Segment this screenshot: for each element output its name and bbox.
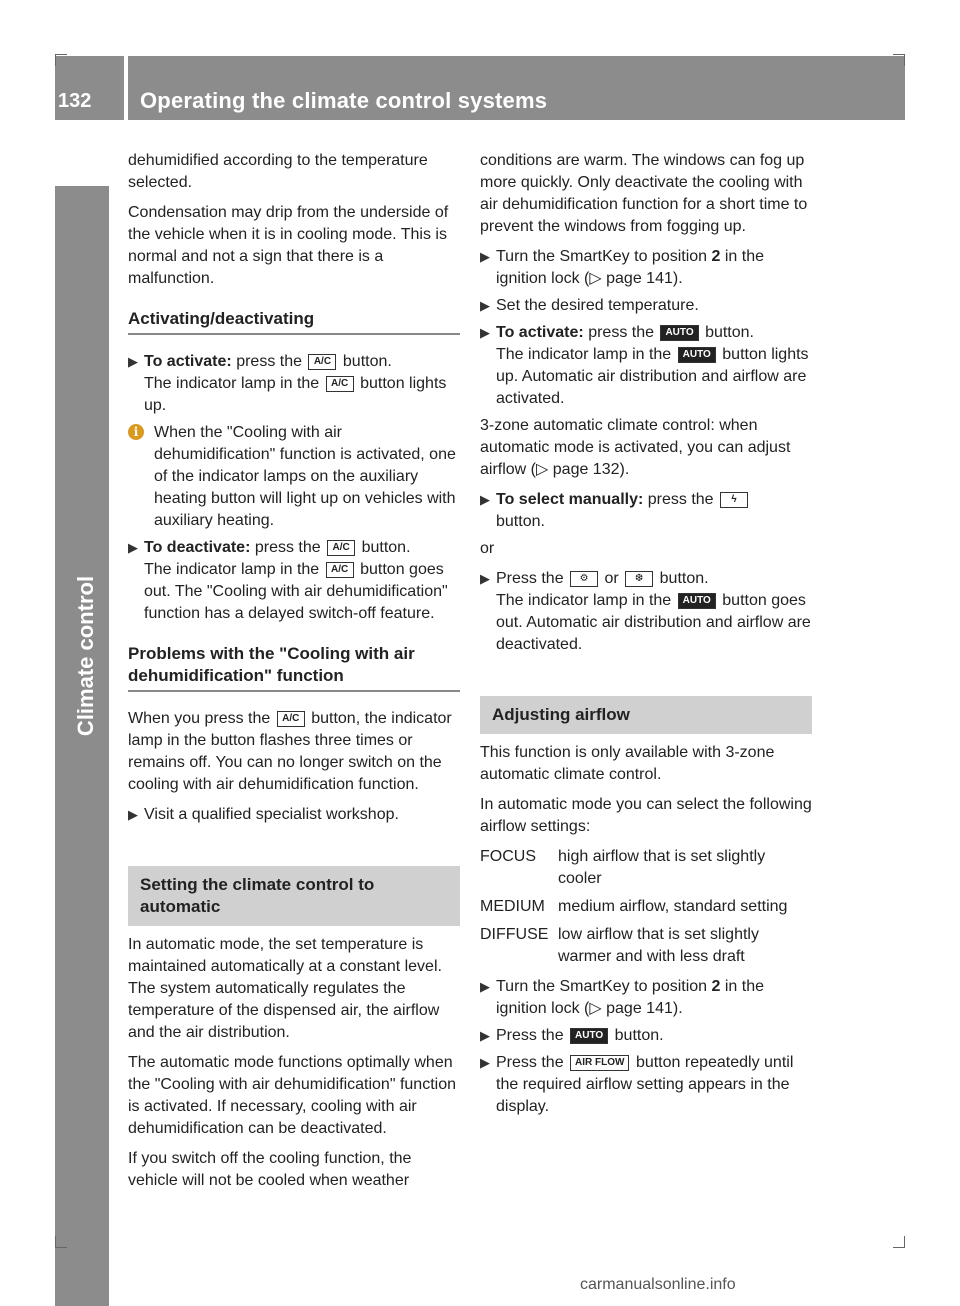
step-press-airflow-button: ▶ Press the AIR FLOW button repeatedly until the required airflow setting appears in the display. (480, 1054, 794, 1115)
ac-button-icon: A/C (277, 711, 305, 727)
airflow-increase-button-icon: ⚙ (570, 571, 598, 587)
arrow-icon: ▶ (480, 249, 490, 264)
chapter-label: Climate control (73, 575, 98, 737)
paragraph: conditions are warm. The windows can fog up more quickly. Only deactivate the cooling with air dehumidification function for a short time to prevent the windows from fogging up. (480, 152, 808, 235)
crop-mark (55, 54, 56, 66)
step-deactivate: ▶ To deactivate: press the A/C button. The indicator lamp in the A/C button goes out. The "Cooling with air dehumidification" function has a delayed switch-off feature. (128, 539, 448, 622)
arrow-icon: ▶ (480, 979, 490, 994)
paragraph: 3-zone automatic climate control: when automatic mode is activated, you can adjust airflow (▷ page 132). (480, 417, 791, 478)
page-ref-icon: ▷ (589, 270, 607, 287)
setting-description: high airflow that is set slightly cooler (558, 848, 766, 887)
page-ref-icon: ▷ (536, 461, 553, 478)
arrow-icon: ▶ (480, 298, 490, 313)
page-number: 132 (58, 90, 92, 112)
step-smartkey: ▶ Turn the SmartKey to position 2 in the ignition lock (▷ page 141). (480, 248, 765, 287)
section-heading-automatic: Setting the climate control to automatic (128, 866, 460, 926)
crop-mark (55, 54, 67, 55)
step-activate: ▶ To activate: press the A/C button. The indicator lamp in the A/C button lights up. (128, 353, 447, 414)
ac-button-icon: A/C (327, 540, 355, 556)
arrow-icon: ▶ (480, 1055, 490, 1070)
air-distribution-button-icon: ϟ (720, 492, 748, 508)
auto-button-icon: AUTO (660, 325, 698, 341)
right-column (480, 150, 812, 1123)
air-flow-button-icon: AIR FLOW (570, 1055, 629, 1071)
watermark-text: carmanualsonline.info (580, 1276, 736, 1293)
airflow-setting-row (480, 846, 812, 890)
arrow-icon: ▶ (128, 354, 138, 369)
paragraph: When you press the A/C button, the indicator lamp in the button flashes three times or remains off. You can no longer switch on the cooling with air dehumidification function. (128, 710, 452, 793)
step-press-auto: ▶ Press the AUTO button. (480, 1025, 812, 1047)
paragraph: In automatic mode you can select the following airflow settings: (480, 796, 812, 835)
step-manual: ▶ To select manually: press the ϟ button. (480, 489, 812, 533)
crop-mark (904, 54, 905, 66)
arrow-icon: ▶ (480, 571, 490, 586)
arrow-icon: ▶ (128, 807, 138, 822)
step-visit: ▶ Visit a qualified specialist workshop. (128, 804, 460, 826)
ac-button-icon: A/C (308, 354, 336, 370)
step-temperature: ▶ Set the desired temperature. (480, 295, 812, 317)
setting-term: DIFFUSE (480, 926, 549, 943)
setting-description: medium airflow, standard setting (558, 898, 788, 915)
airflow-setting-row (480, 896, 812, 918)
arrow-icon: ▶ (480, 325, 490, 340)
paragraph: In automatic mode, the set temperature is maintained automatically at a constant level. The system automatically regulates the temperature of the dispensed air, the airflow and the air distribution. (128, 936, 442, 1041)
page-title: Operating the climate control systems (140, 88, 548, 113)
crop-mark (893, 1247, 905, 1248)
paragraph: If you switch off the cooling function, the vehicle will not be cooled when weather (128, 1150, 412, 1189)
section-heading-airflow: Adjusting airflow (480, 696, 812, 734)
step-smartkey-2: ▶ Turn the SmartKey to position 2 in the ignition lock (▷ page 141). (480, 978, 765, 1017)
step-press-airflow: ▶ Press the ⚙ or ❆ button. The indicator lamp in the AUTO button goes out. Automatic air distribution and airflow are deactivated. (480, 570, 811, 653)
step-activate-auto: ▶ To activate: press the AUTO button. The indicator lamp in the AUTO button lights up. Automatic air distribution and airflow are activated. (480, 324, 809, 407)
ac-button-icon: A/C (326, 376, 354, 392)
paragraph: Condensation may drip from the underside of the vehicle when it is in cooling mode. This is normal and not a sign that there is a malfunction. (128, 204, 449, 287)
auto-button-icon: AUTO (678, 593, 716, 609)
paragraph: This function is only available with 3-zone automatic climate control. (480, 744, 775, 783)
setting-term: FOCUS (480, 848, 536, 865)
left-column (128, 150, 460, 1200)
paragraph: dehumidified according to the temperature selected. (128, 152, 428, 191)
auto-button-icon: AUTO (570, 1028, 608, 1044)
paragraph: The automatic mode functions optimally when the "Cooling with air dehumidification" function is activated. If necessary, cooling with air dehumidification can be deactivated. (128, 1054, 456, 1137)
setting-description: low airflow that is set slightly warmer and with less draft (558, 926, 759, 965)
page-ref-icon: ▷ (589, 1000, 607, 1017)
arrow-icon: ▶ (480, 1028, 490, 1043)
chapter-side-tab (55, 186, 109, 1306)
ac-button-icon: A/C (326, 562, 354, 578)
info-note: i When the "Cooling with air dehumidification" function is activated, one of the indicator lamps on the auxiliary heating button will light up on vehicles with auxiliary heating. (128, 422, 460, 532)
header-divider (124, 56, 128, 120)
arrow-icon: ▶ (480, 492, 490, 507)
or-text: or (480, 540, 495, 557)
airflow-decrease-button-icon: ❆ (625, 571, 653, 587)
setting-term: MEDIUM (480, 898, 545, 915)
heading-activating: Activating/deactivating (128, 308, 460, 335)
crop-mark (55, 1247, 67, 1248)
auto-button-icon: AUTO (678, 347, 716, 363)
airflow-setting-row (480, 924, 812, 968)
heading-problems: Problems with the "Cooling with air dehumidification" function (128, 643, 460, 692)
arrow-icon: ▶ (128, 540, 138, 555)
info-icon: i (128, 424, 144, 440)
